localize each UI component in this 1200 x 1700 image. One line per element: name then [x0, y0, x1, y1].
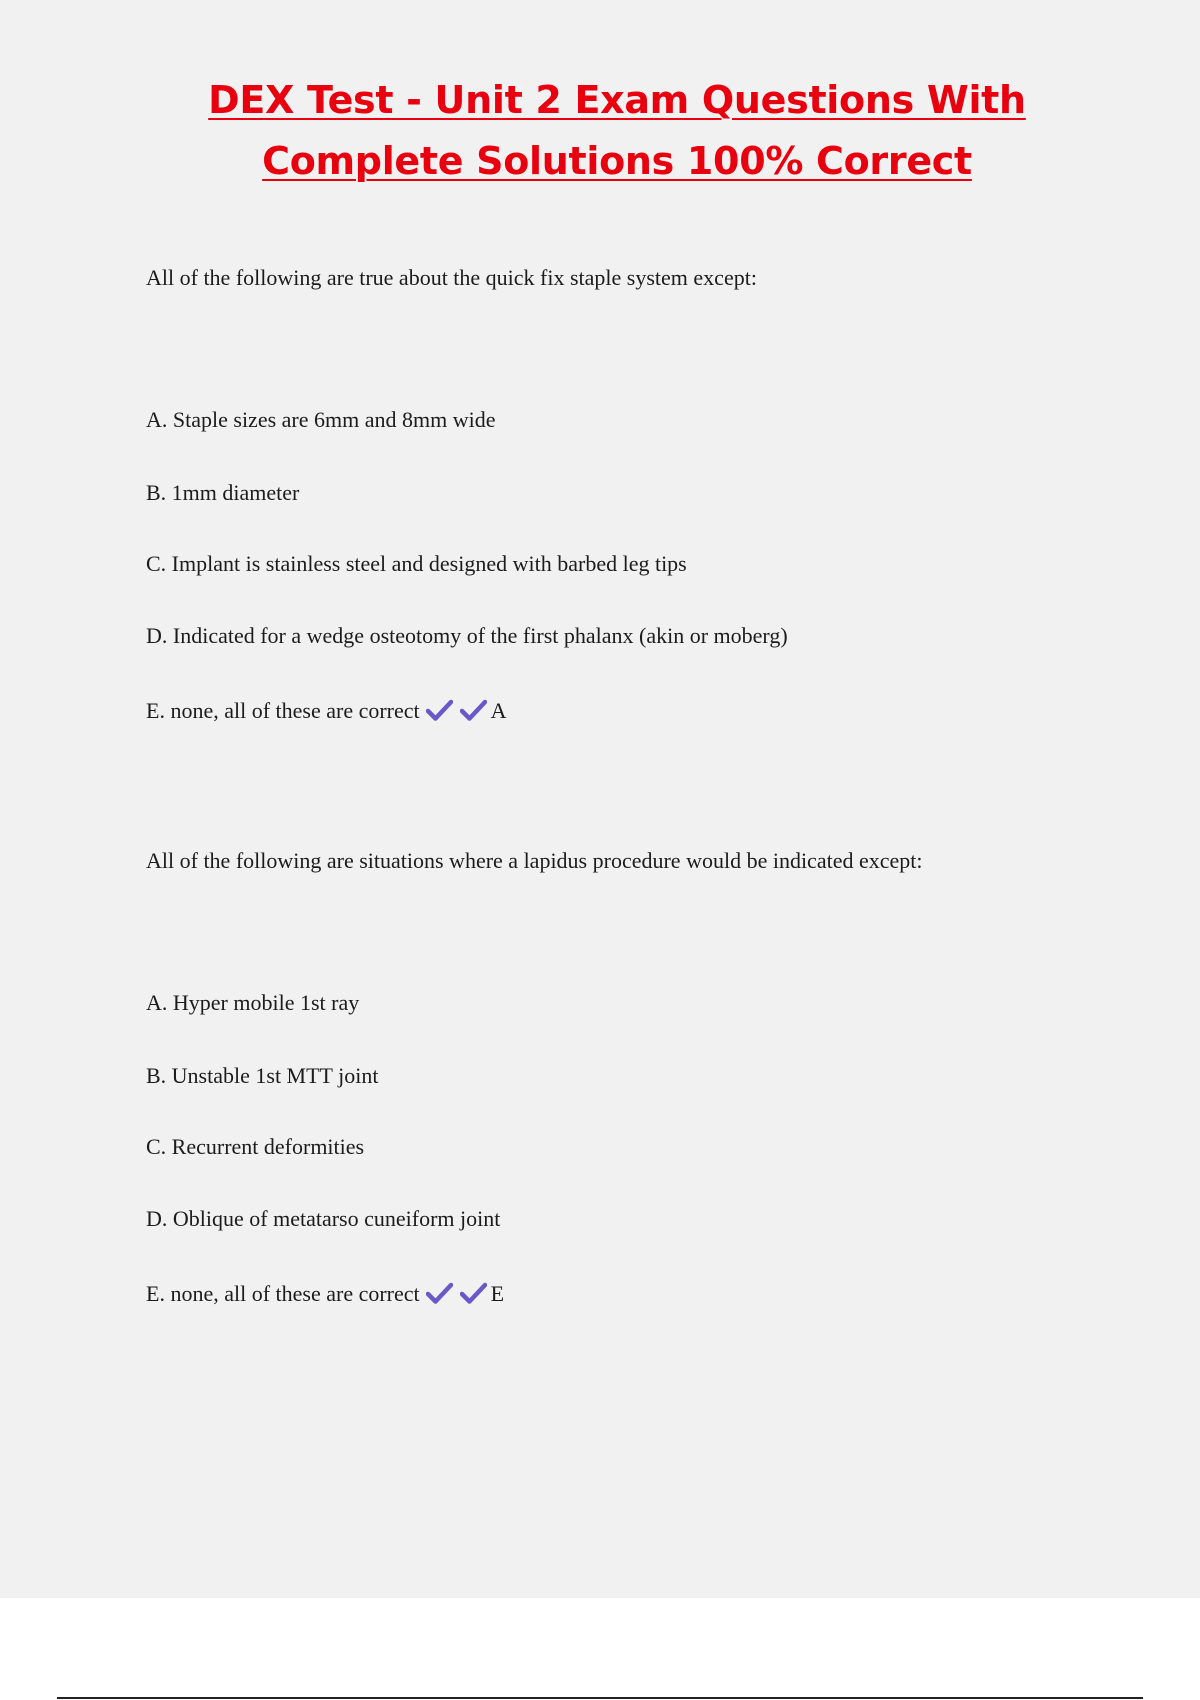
question-1-option-b: B. 1mm diameter	[146, 480, 300, 505]
check-icon	[460, 1282, 487, 1304]
check-icon	[460, 699, 487, 721]
question-1-option-c: C. Implant is stainless steel and designed with barbed leg tips	[146, 551, 687, 576]
question-2-option-a: A. Hyper mobile 1st ray	[146, 990, 360, 1015]
footer-divider	[57, 1697, 1143, 1699]
title-line-2: Complete Solutions 100% Correct	[262, 139, 972, 183]
question-1-answer: A	[490, 698, 507, 723]
question-2-answer: E	[490, 1281, 505, 1306]
question-1-option-a: A. Staple sizes are 6mm and 8mm wide	[146, 407, 496, 432]
question-2-option-b: B. Unstable 1st MTT joint	[146, 1063, 379, 1088]
question-1-option-e: E. none, all of these are correct	[146, 698, 420, 723]
question-2-option-c: C. Recurrent deformities	[146, 1134, 365, 1159]
question-2-option-d: D. Oblique of metatarso cuneiform joint	[146, 1206, 501, 1231]
check-icon	[426, 699, 453, 721]
check-icon	[426, 1282, 453, 1304]
question-2-text: All of the following are situations where a lapidus procedure would be indicated except:	[146, 848, 923, 873]
question-1-text: All of the following are true about the quick fix staple system except:	[146, 265, 757, 290]
document-title	[0, 70, 1200, 192]
title-line-1: DEX Test - Unit 2 Exam Questions With	[208, 78, 1026, 122]
question-1-option-e-row	[146, 696, 507, 726]
question-1-option-d: D. Indicated for a wedge osteotomy of the first phalanx (akin or moberg)	[146, 623, 788, 648]
question-2-option-e: E. none, all of these are correct	[146, 1281, 420, 1306]
question-2-option-e-row	[146, 1279, 504, 1309]
